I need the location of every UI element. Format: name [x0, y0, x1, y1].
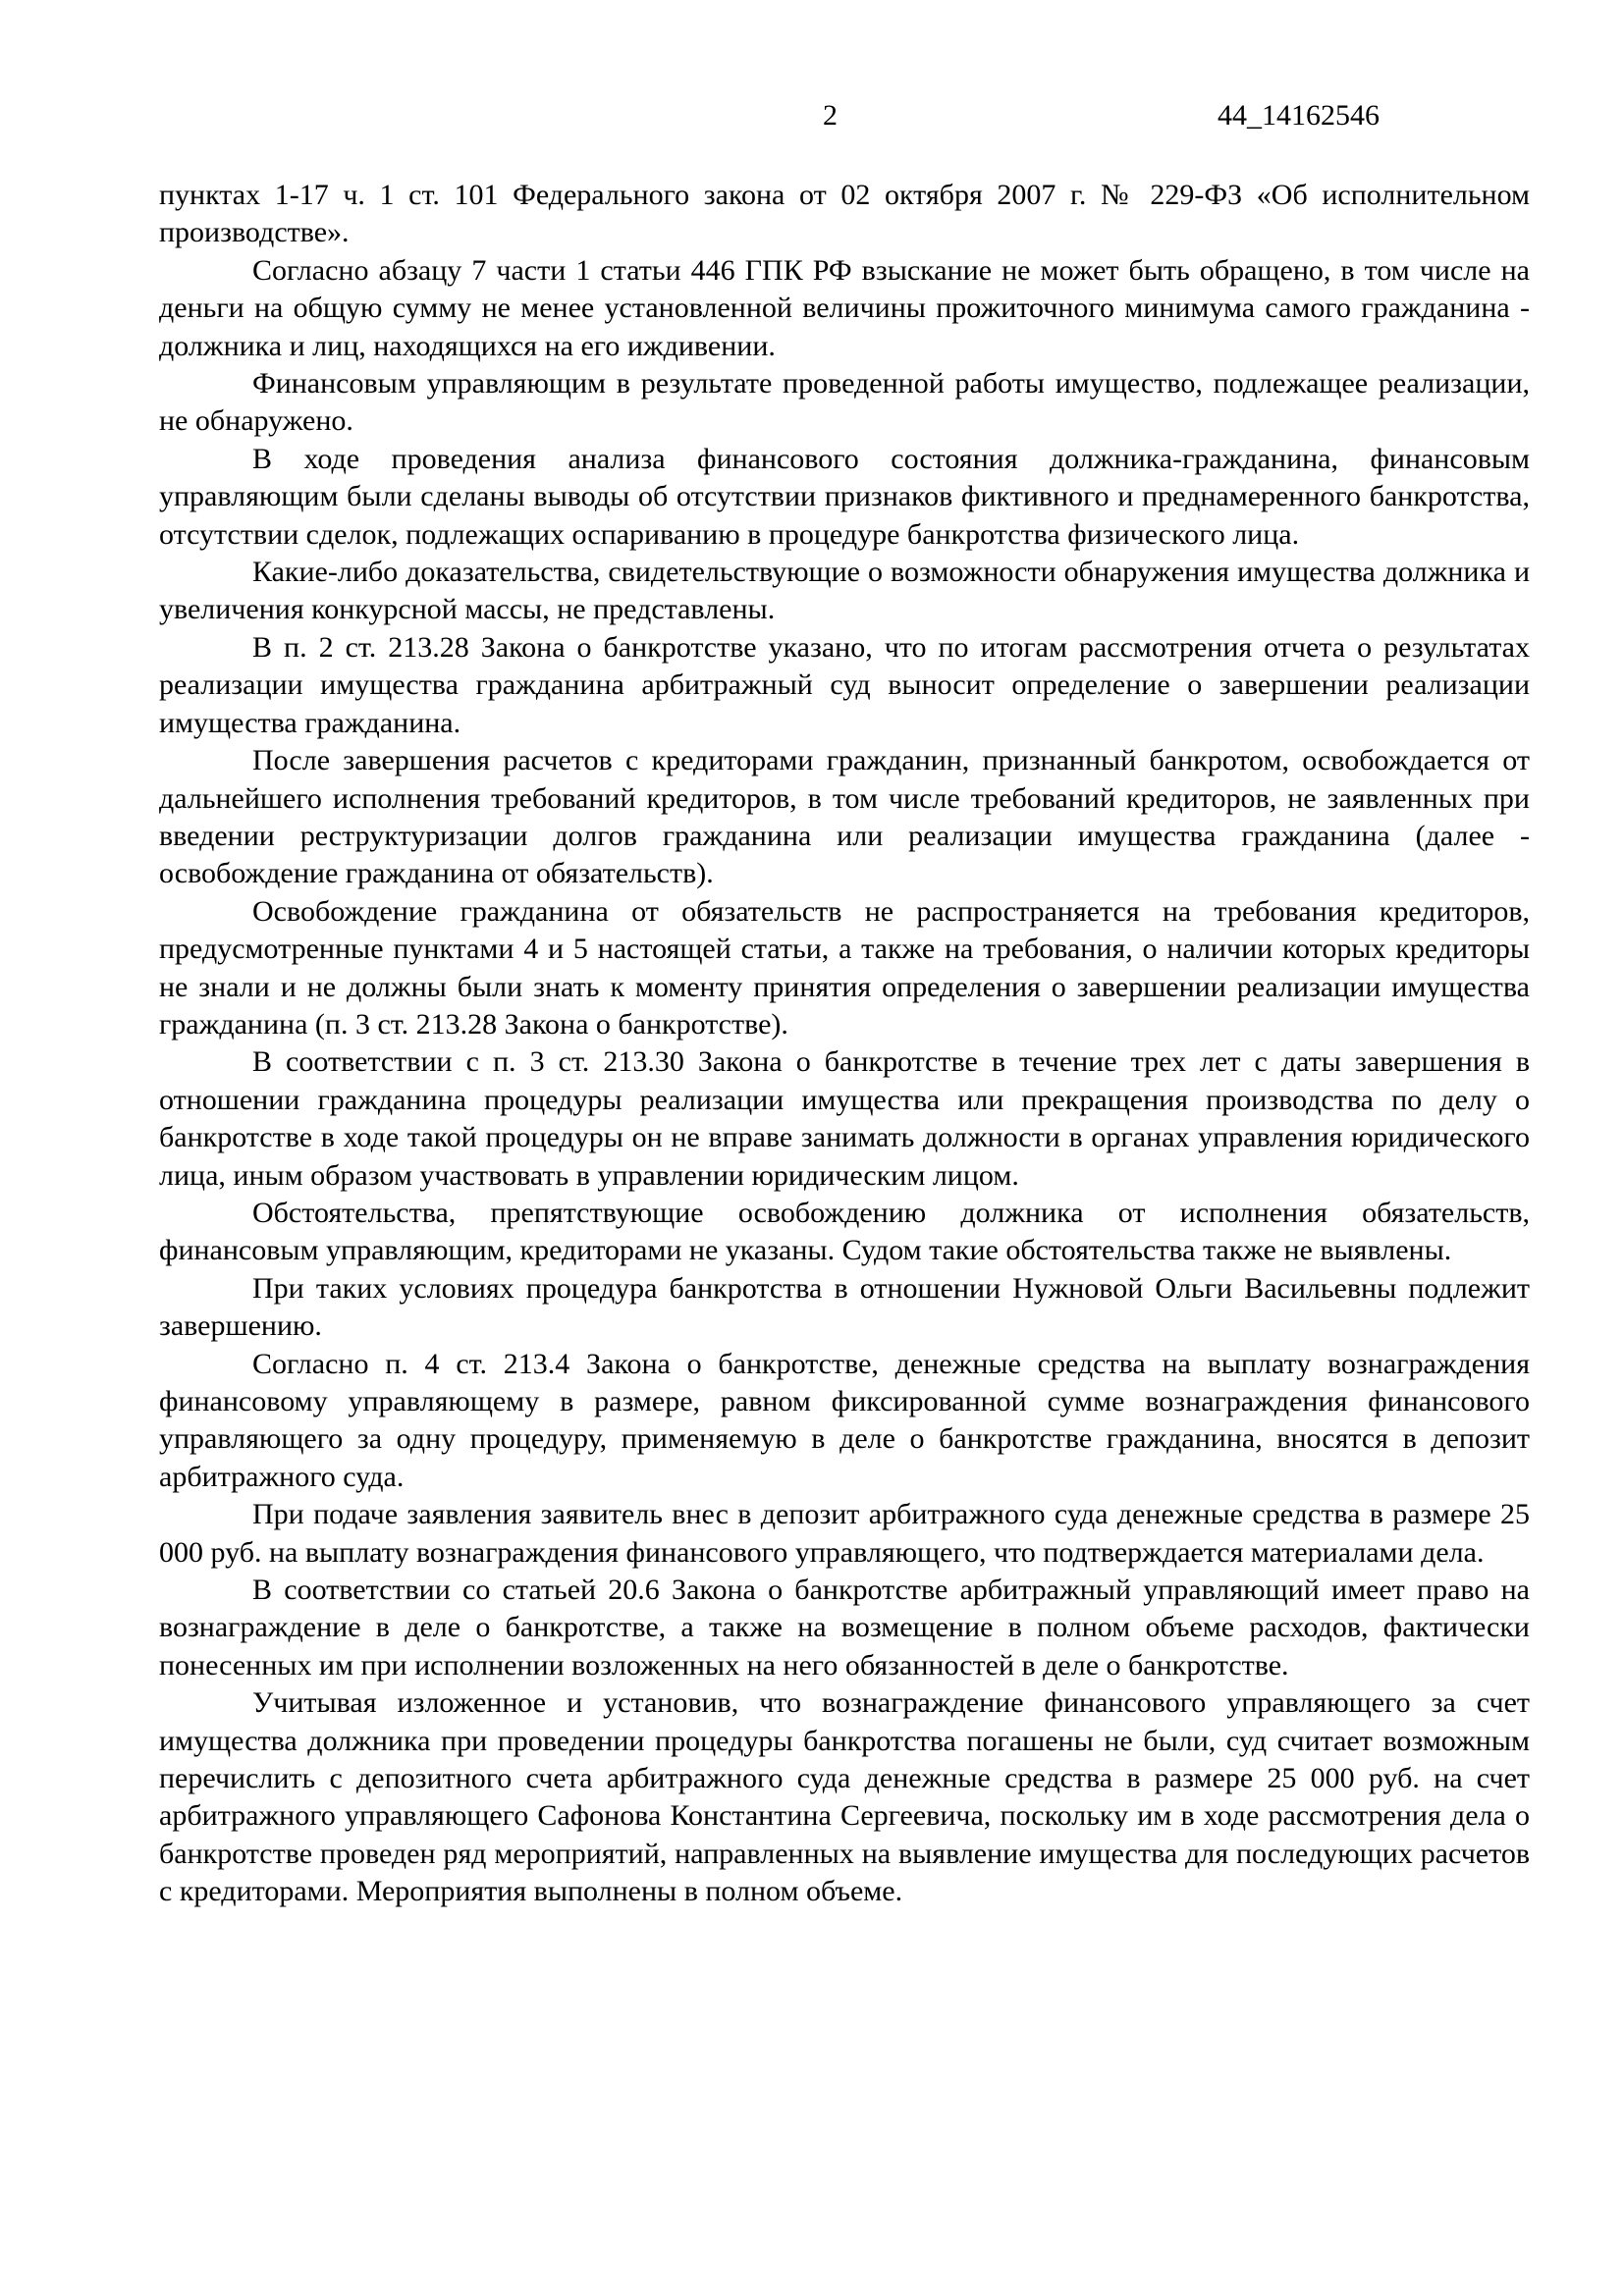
paragraph: При подаче заявления заявитель внес в депозит арбитражного суда денежные средства в размере 25 000 руб. на выплату вознаграждения финансового управляющего, что подтверждается материалами дела.	[159, 1498, 1530, 1569]
paragraph-continuation: пунктах 1-17 ч. 1 ст. 101 Федерального закона от 02 октября 2007 г. № 229-ФЗ «Об исполнительном производстве».	[159, 179, 1530, 249]
paragraph: Финансовым управляющим в результате проведенной работы имущество, подлежащее реализации, не обнаружено.	[159, 367, 1530, 438]
paragraph: Согласно п. 4 ст. 213.4 Закона о банкротстве, денежные средства на выплату вознаграждения финансовому управляющему в размере, равном фиксированной сумме вознаграждения финансового управляющего за одну процедуру, применяемую в деле о банкротстве гражданина, вносятся в депозит арбитражного суда.	[159, 1347, 1530, 1493]
paragraph: При таких условиях процедура банкротства в отношении Нужновой Ольги Васильевны подлежит завершению.	[159, 1271, 1530, 1343]
paragraph: В соответствии с п. 3 ст. 213.30 Закона о банкротстве в течение трех лет с даты завершения в отношении гражданина процедуры реализации имущества или прекращения производства по делу о банкротстве в ходе такой процедуры он не вправе занимать должности в органах управления юридического лица, иным образом участвовать в управлении юридическим лицом.	[159, 1045, 1530, 1192]
paragraph: Учитывая изложенное и установив, что вознаграждение финансового управляющего за счет имущества должника при проведении процедуры банкротства погашены не были, суд считает возможным перечислить с депозитного счета арбитражного суда денежные средства в размере 25 000 руб. на счет арбитражного управляющего Сафонова Константина Сергеевича, поскольку им в ходе рассмотрения дела о банкротстве проведен ряд мероприятий, направленных на выявление имущества для последующих расчетов с кредиторами. Мероприятия выполнены в полном объеме.	[159, 1686, 1530, 1908]
paragraph: Освобождение гражданина от обязательств не распространяется на требования кредиторов, предусмотренные пунктами 4 и 5 настоящей статьи, а также на требования, о наличии которых кредиторы не знали и не должны были знать к моменту принятия определения о завершении реализации имущества гражданина (п. 3 ст. 213.28 Закона о банкротстве).	[159, 894, 1530, 1041]
paragraph: В ходе проведения анализа финансового состояния должника-гражданина, финансовым управляющим были сделаны выводы об отсутствии признаков фиктивного и преднамеренного банкротства, отсутствии сделок, подлежащих оспариванию в процедуре банкротства физического лица.	[159, 442, 1530, 551]
paragraph: В соответствии со статьей 20.6 Закона о банкротстве арбитражный управляющий имеет право на вознаграждение в деле о банкротстве, а также на возмещение в полном объеме расходов, фактически понесенных им при исполнении возложенных на него обязанностей в деле о банкротстве.	[159, 1574, 1530, 1682]
paragraph: Согласно абзацу 7 части 1 статьи 446 ГПК РФ взыскание не может быть обращено, в том числе на деньги на общую сумму не менее установленной величины прожиточного минимума самого гражданина - должника и лиц, находящихся на его иждивении.	[159, 253, 1530, 362]
paragraph: В п. 2 ст. 213.28 Закона о банкротстве указано, что по итогам рассмотрения отчета о результатах реализации имущества гражданина арбитражный суд выносит определение о завершении реализации имущества гражданина.	[159, 630, 1530, 739]
page-number: 2	[823, 99, 838, 132]
document-body	[159, 177, 1530, 1911]
paragraph: После завершения расчетов с кредиторами гражданин, признанный банкротом, освобождается от дальнейшего исполнения требований кредиторов, в том числе требований кредиторов, не заявленных при введении реструктуризации долгов гражданина или реализации имущества гражданина (далее - освобождение гражданина от обязательств).	[159, 744, 1530, 890]
page-header	[0, 96, 1624, 135]
paragraph: Обстоятельства, препятствующие освобождению должника от исполнения обязательств, финансовым управляющим, кредиторами не указаны. Судом такие обстоятельства также не выявлены.	[159, 1196, 1530, 1267]
case-number: 44_14162546	[1218, 99, 1380, 132]
paragraph: Какие-либо доказательства, свидетельствующие о возможности обнаружения имущества должника и увеличения конкурсной массы, не представлены.	[159, 556, 1530, 626]
